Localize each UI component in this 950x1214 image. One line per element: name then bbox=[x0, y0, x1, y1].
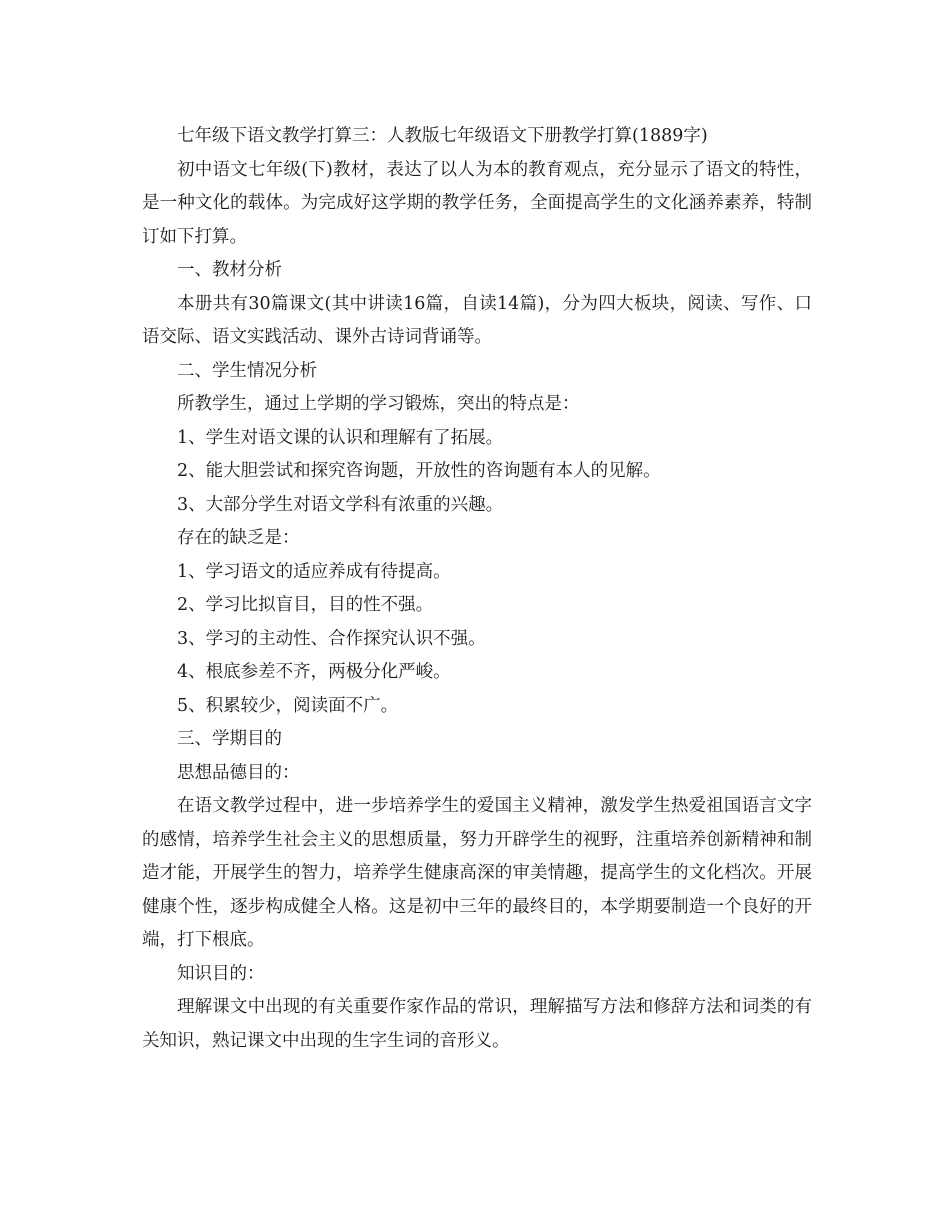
weakness-item: 4、根底参差不齐，两极分化严峻。 bbox=[177, 662, 451, 682]
textbook-analysis-paragraph: 本册共有30篇课文(其中讲读16篇，自读14篇)，分为四大板块，阅读、写作、口语交际、语文实践活动、课外古诗词背诵等。 bbox=[142, 293, 812, 347]
knowledge-goal-paragraph: 理解课文中出现的有关重要作家作品的常识，理解描写方法和修辞方法和词类的有关知识，熟记课文中出现的生字生词的音形义。 bbox=[142, 997, 812, 1051]
document-title: 七年级下语文教学打算三：人教版七年级语文下册教学打算(1889字) bbox=[177, 126, 708, 146]
student-analysis-intro: 所教学生，通过上学期的学习锻炼，突出的特点是： bbox=[177, 394, 580, 414]
document-page bbox=[142, 120, 812, 1058]
moral-goal-heading: 思想品德目的： bbox=[177, 762, 300, 783]
knowledge-goal-heading: 知识目的： bbox=[177, 963, 265, 984]
weakness-item: 2、学习比拟盲目，目的性不强。 bbox=[177, 595, 434, 615]
strength-item: 3、大部分学生对语文学科有浓重的兴趣。 bbox=[177, 494, 504, 515]
section-heading-textbook-analysis: 一、教材分析 bbox=[177, 260, 282, 280]
intro-paragraph: 初中语文七年级(下)教材，表达了以人为本的教育观点，充分显示了语文的特性，是一种文化的载体。为完成好这学期的教学任务，全面提高学生的文化涵养素养，特制订如下打算。 bbox=[142, 159, 812, 247]
weakness-item: 3、学习的主动性、合作探究认识不强。 bbox=[177, 628, 486, 649]
weakness-item: 1、学习语文的适应养成有待提高。 bbox=[177, 561, 451, 582]
weakness-intro: 存在的缺乏是： bbox=[177, 528, 300, 548]
strength-item: 1、学生对语文课的认识和理解有了拓展。 bbox=[177, 427, 504, 448]
section-heading-semester-goals: 三、学期目的 bbox=[177, 729, 282, 749]
section-heading-student-analysis: 二、学生情况分析 bbox=[177, 360, 317, 381]
moral-goal-paragraph: 在语文教学过程中，进一步培养学生的爱国主义精神，激发学生热爱祖国语言文字的感情，培养学生社会主义的思想质量，努力开辟学生的视野，注重培养创新精神和制造才能，开展学生的智力，培养学生健康高深的审美情趣，提高学生的文化档次。开展健康个性，逐步构成健全人格。这是初中三年的最终目的，本学期要制造一个良好的开端，打下根底。 bbox=[142, 796, 812, 950]
weakness-item: 5、积累较少，阅读面不广。 bbox=[177, 695, 399, 716]
strength-item: 2、能大胆尝试和探究咨询题，开放性的咨询题有本人的见解。 bbox=[177, 461, 661, 481]
